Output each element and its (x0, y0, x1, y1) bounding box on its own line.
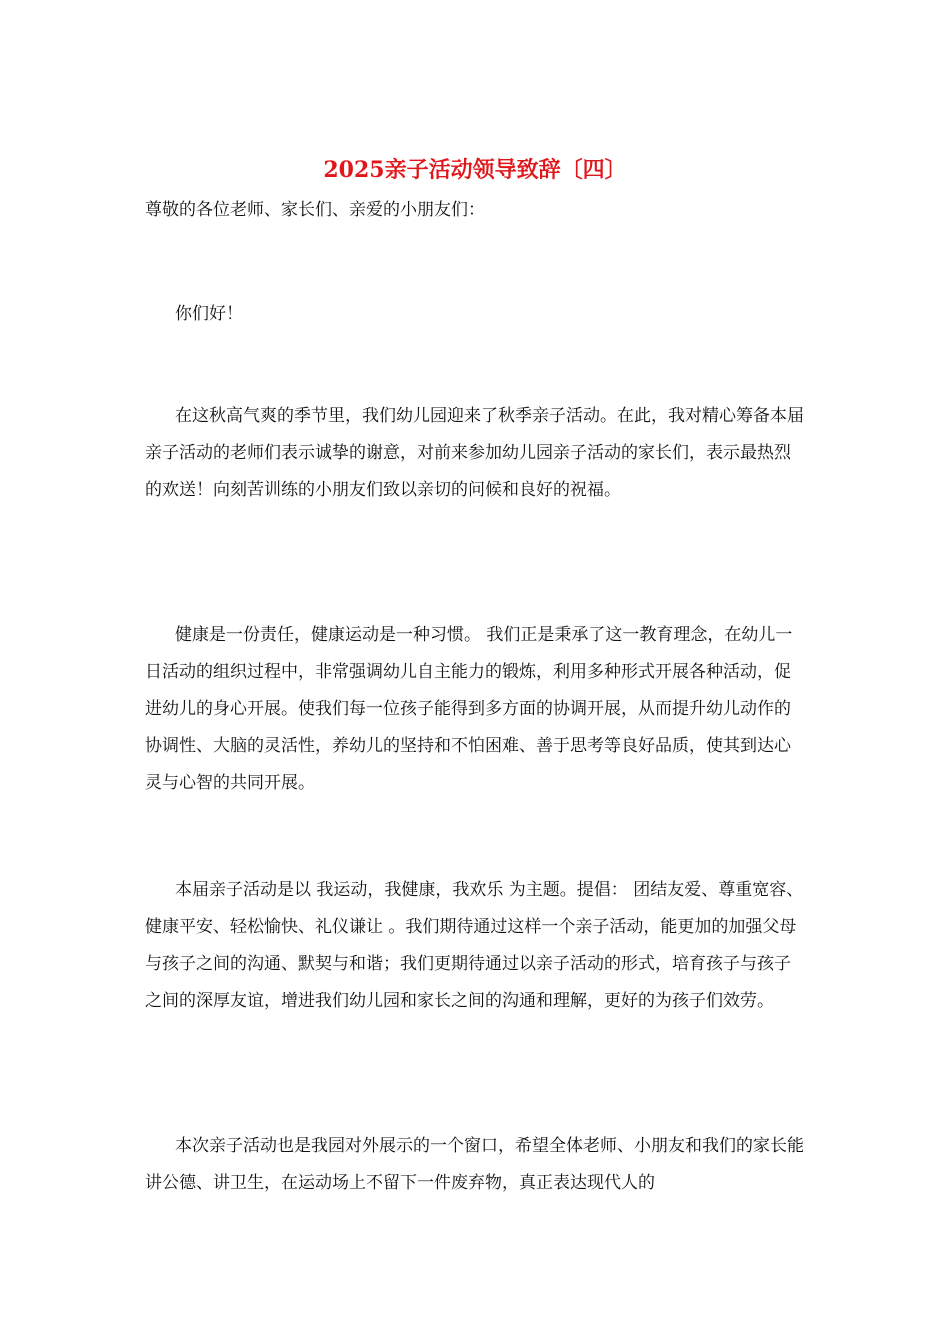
greeting: 你们好！ (175, 304, 243, 324)
paragraph-2: 健康是一份责任，健康运动是一种习惯。 我们正是秉承了这一教育理念，在幼儿一日活动的组织过程中，非常强调幼儿自主能力的锻炼，利用多种形式开展各种活动，促进幼儿的身心开展。使我们每一位孩子能得到多方面的协调开展，从而提升幼儿动作的协调性、大脑的灵活性，养幼儿的坚持和不怕困难、善于思考等良好品质，使其到达心灵与心智的共同开展。 (145, 625, 793, 793)
document-title: 2025亲子活动领导致辞〔四〕 (323, 157, 627, 183)
salutation: 尊敬的各位老师、家长们、亲爱的小朋友们： (145, 200, 485, 220)
paragraph-4: 本次亲子活动也是我园对外展示的一个窗口，希望全体老师、小朋友和我们的家长能讲公德、讲卫生，在运动场上不留下一件废弃物，真正表达现代人的 (145, 1136, 804, 1193)
paragraph-1: 在这秋高气爽的季节里，我们幼儿园迎来了秋季亲子活动。在此，我对精心筹备本届亲子活动的老师们表示诚挚的谢意，对前来参加幼儿园亲子活动的家长们，表示最热烈的欢送！向刻苦训练的小朋友们致以亲切的问候和良好的祝福。 (145, 406, 804, 500)
paragraph-3: 本届亲子活动是以 我运动，我健康，我欢乐 为主题。提倡： 团结友爱、尊重宽容、健康平安、轻松愉快、礼仪谦让 。我们期待通过这样一个亲子活动，能更加的加强父母与孩子之间的沟通、默契与和谐；我们更期待通过以亲子活动的形式，培育孩子与孩子之间的深厚友谊，增进我们幼儿园和家长之间的沟通和理解，更好的为孩子们效劳。 (145, 880, 804, 1011)
